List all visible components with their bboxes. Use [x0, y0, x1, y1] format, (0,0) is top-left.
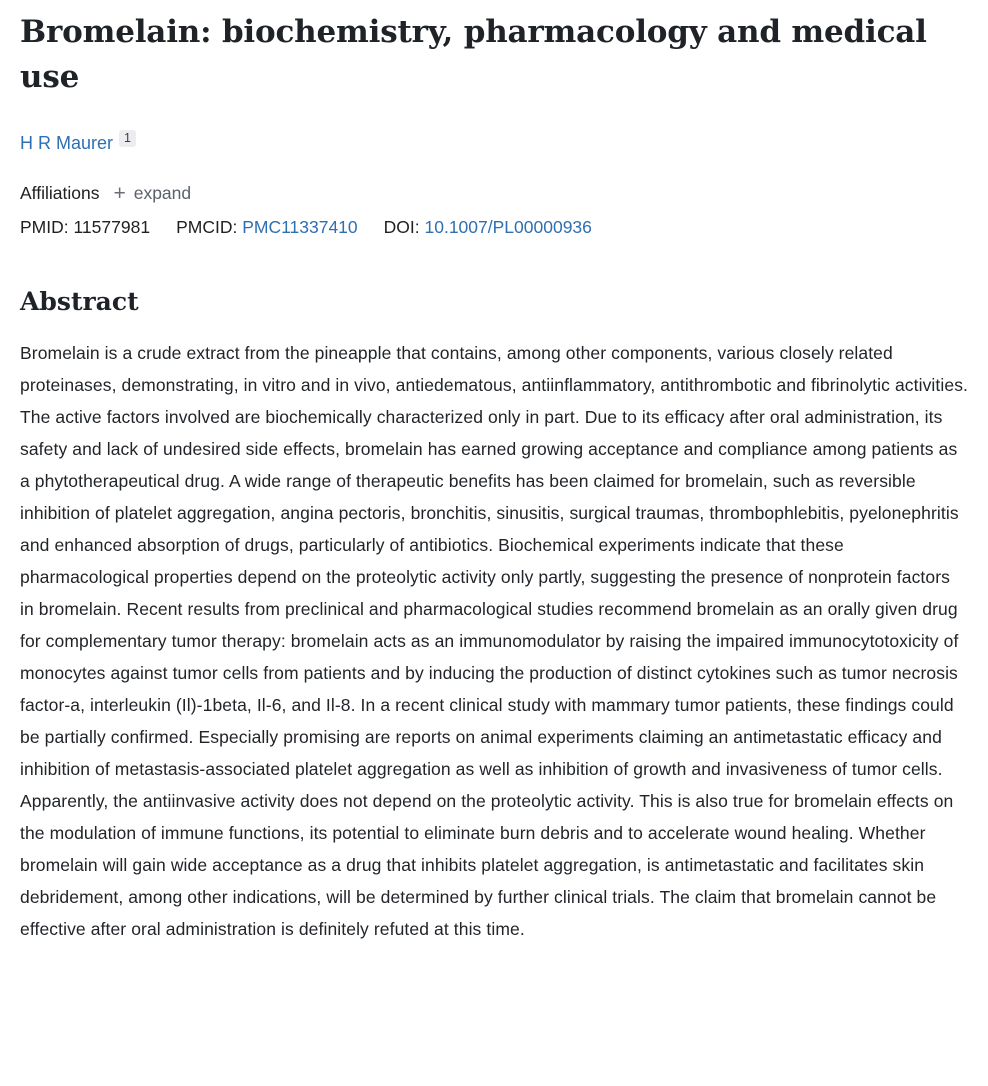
pmid-label: PMID:: [20, 217, 69, 237]
abstract-heading: Abstract: [20, 287, 139, 316]
doi-label: DOI:: [383, 217, 420, 237]
author-link[interactable]: H R Maurer: [20, 133, 114, 153]
page-title: Bromelain: biochemistry, pharmacology and medical use: [20, 14, 927, 95]
pmid-group: [20, 216, 150, 239]
affiliations-label: Affiliations: [20, 183, 100, 203]
pmcid-group: [176, 216, 358, 239]
identifiers-row: [20, 216, 968, 239]
abstract-text: Bromelain is a crude extract from the pineapple that contains, among other components, various closely related proteinases, demonstrating, in vitro and in vivo, antiedematous, antiinflammatory, antithrombotic and fibrinolytic activities. The active factors involved are biochemically characterized only in part. Due to its efficacy after oral administration, its safety and lack of undesired side effects, bromelain has earned growing acceptance and compliance among patients as a phytotherapeutical drug. A wide range of therapeutic benefits has been claimed for bromelain, such as reversible inhibition of platelet aggregation, angina pectoris, bronchitis, sinusitis, surgical traumas, thrombophlebitis, pyelonephritis and enhanced absorption of drugs, particularly of antibiotics. Biochemical experiments indicate that these pharmacological properties depend on the proteolytic activity only partly, suggesting the presence of nonprotein factors in bromelain. Recent results from preclinical and pharmacological studies recommend bromelain as an orally given drug for complementary tumor therapy: bromelain acts as an immunomodulator by raising the impaired immunocytotoxicity of monocytes against tumor cells from patients and by inducing the production of distinct cytokines such as tumor necrosis factor-a, interleukin (Il)-1beta, Il-6, and Il-8. In a recent clinical study with mammary tumor patients, these findings could be partially confirmed. Especially promising are reports on animal experiments claiming an antimetastatic efficacy and inhibition of metastasis-associated platelet aggregation as well as inhibition of growth and invasiveness of tumor cells. Apparently, the antiinvasive activity does not depend on the proteolytic activity. This is also true for bromelain effects on the modulation of immune functions, its potential to eliminate burn debris and to accelerate wound healing. Whether bromelain will gain wide acceptance as a drug that inhibits platelet aggregation, is antimetastatic and facilitates skin debridement, among other indications, will be determined by further clinical trials. The claim that bromelain cannot be effective after oral administration is definitely refuted at this time.: [20, 343, 969, 939]
affiliations-row: [20, 182, 968, 205]
plus-icon: +: [113, 181, 126, 205]
expand-affiliations-label: expand: [133, 183, 192, 203]
authors-row: [20, 130, 968, 155]
doi-link[interactable]: 10.1007/PL00000936: [424, 217, 592, 237]
doi-group: [384, 216, 592, 239]
pmid-value: 11577981: [73, 217, 151, 237]
pmcid-label: PMCID:: [176, 217, 238, 237]
expand-affiliations-button[interactable]: [113, 183, 191, 204]
author-affiliation-superscript: 1: [119, 130, 136, 147]
pmcid-link[interactable]: PMC11337410: [242, 217, 358, 237]
